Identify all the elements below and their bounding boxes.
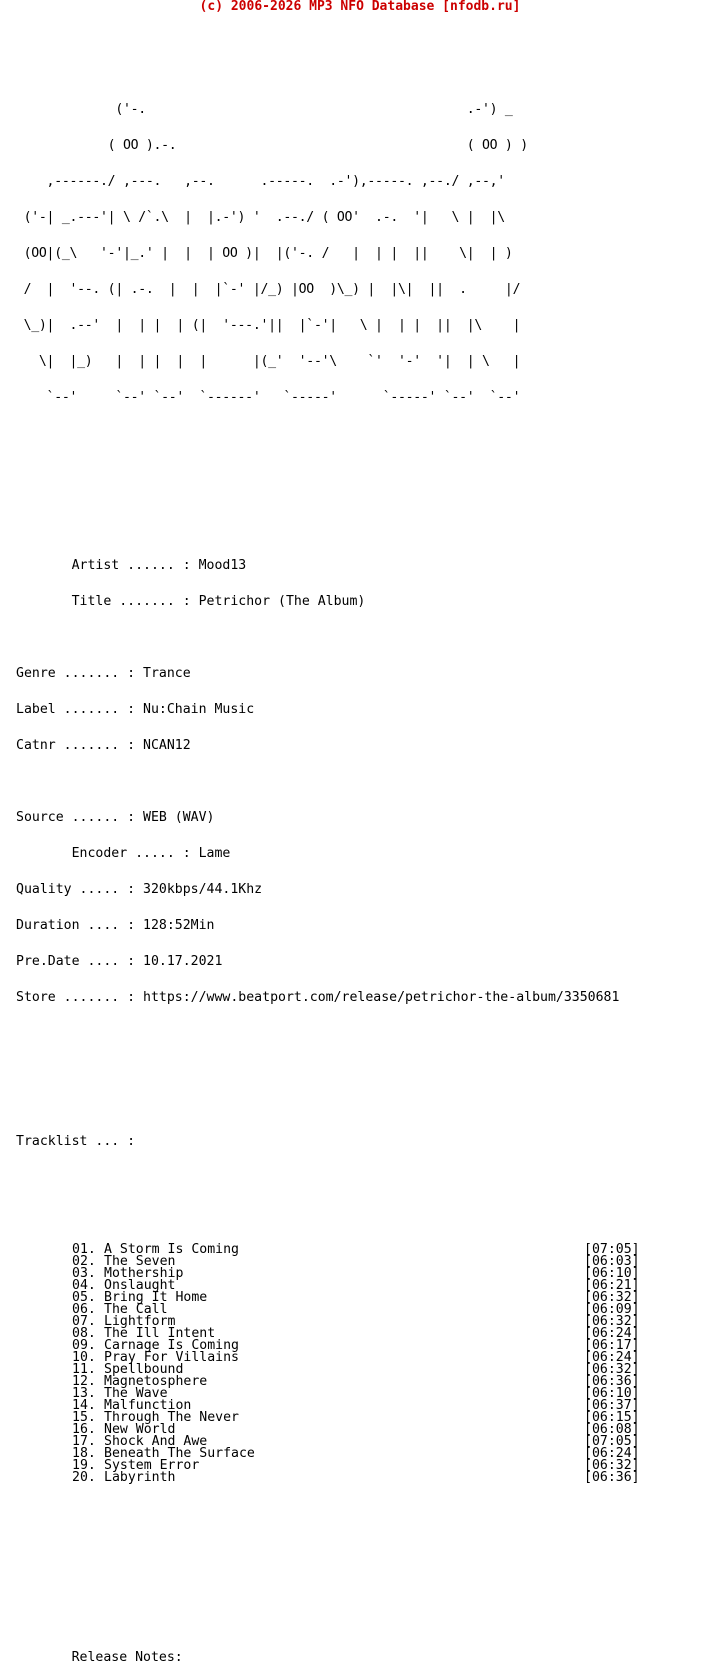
- track-row: [16, 1460, 640, 1472]
- blank-line: [16, 1064, 640, 1076]
- store-line: Store ....... : https://www.beatport.com/release/petrichor-the-album/3350681: [16, 990, 620, 1005]
- track-title: Shock And Awe: [104, 1434, 208, 1449]
- track-length: [06:21]: [584, 1278, 640, 1293]
- nfo-text-block: [16, 20, 640, 1676]
- track-title: A Storm Is Coming: [104, 1242, 239, 1257]
- track-title: Magnetosphere: [104, 1374, 208, 1389]
- blank-line: [16, 632, 640, 644]
- track-number: 05.: [72, 1290, 96, 1305]
- label-line: Label ....... : Nu:Chain Music: [16, 702, 255, 717]
- source-line: Source ...... : WEB (WAV): [16, 810, 215, 825]
- track-number: 14.: [72, 1398, 96, 1413]
- track-row: [16, 1280, 640, 1292]
- track-length: [06:32]: [584, 1458, 640, 1473]
- ascii-logo-line: ,------./ ,---. ,--. .-----. .-'),-----. ,--./ ,--,': [16, 174, 505, 189]
- track-title: Lightform: [104, 1314, 176, 1329]
- track-number: 03.: [72, 1266, 96, 1281]
- genre-line: Genre ....... : Trance: [16, 666, 191, 681]
- track-title: Labyrinth: [104, 1470, 176, 1485]
- track-title: The Seven: [104, 1254, 176, 1269]
- track-number: 12.: [72, 1374, 96, 1389]
- track-number: 02.: [72, 1254, 96, 1269]
- track-row: [16, 1364, 640, 1376]
- track-length: [06:24]: [584, 1446, 640, 1461]
- track-row: [16, 1256, 640, 1268]
- track-row: [16, 1328, 640, 1340]
- track-length: [07:05]: [584, 1242, 640, 1257]
- track-number: 15.: [72, 1410, 96, 1425]
- track-title: Mothership: [104, 1266, 184, 1281]
- track-title: Through The Never: [104, 1410, 239, 1425]
- track-row: [16, 1340, 640, 1352]
- track-length: [06:10]: [584, 1386, 640, 1401]
- track-number: 11.: [72, 1362, 96, 1377]
- track-length: [07:05]: [584, 1434, 640, 1449]
- track-length: [06:15]: [584, 1410, 640, 1425]
- ascii-logo-line: \| |_) | | | | | |(_' '--'\ `' '-' '| | \ |: [16, 354, 521, 369]
- track-title: Spellbound: [104, 1362, 184, 1377]
- track-length: [06:08]: [584, 1422, 640, 1437]
- catnr-line: Catnr ....... : NCAN12: [16, 738, 191, 753]
- ascii-logo-line: `--' `--' `--' `------' `-----' `-----' `--' `--': [16, 390, 521, 405]
- blank-line: [16, 1100, 640, 1112]
- track-row: [16, 1472, 640, 1484]
- track-number: 01.: [72, 1242, 96, 1257]
- track-length: [06:24]: [584, 1350, 640, 1365]
- blank-line: [16, 524, 640, 536]
- blank-line: [16, 776, 640, 788]
- blank-line: [16, 44, 640, 56]
- track-number: 07.: [72, 1314, 96, 1329]
- track-title: Bring It Home: [104, 1290, 208, 1305]
- track-row: [16, 1304, 640, 1316]
- quality-line: Quality ..... : 320kbps/44.1Khz: [16, 882, 263, 897]
- track-length: [06:37]: [584, 1398, 640, 1413]
- track-row: [16, 1436, 640, 1448]
- blank-line: [16, 1028, 640, 1040]
- tracklist: [16, 1244, 640, 1484]
- track-row: [16, 1424, 640, 1436]
- blank-line: [16, 1508, 640, 1520]
- track-number: 17.: [72, 1434, 96, 1449]
- track-title: Malfunction: [104, 1398, 192, 1413]
- track-length: [06:10]: [584, 1266, 640, 1281]
- track-row: [16, 1244, 640, 1256]
- track-number: 18.: [72, 1446, 96, 1461]
- blank-line: [16, 1208, 640, 1220]
- ascii-logo-line: (OO|(_\ '-'|_.' | | | OO )| |('-. / | | | || \| | ): [16, 246, 513, 261]
- track-number: 09.: [72, 1338, 96, 1353]
- ascii-logo-line: \_)| .--' | | | | (| '---.'|| |`-'| \ | | | || |\ |: [16, 318, 521, 333]
- track-length: [06:32]: [584, 1362, 640, 1377]
- track-number: 04.: [72, 1278, 96, 1293]
- artist-line: Artist ...... : Mood13: [16, 558, 247, 573]
- track-length: [06:36]: [584, 1470, 640, 1485]
- track-length: [06:17]: [584, 1338, 640, 1353]
- track-number: 06.: [72, 1302, 96, 1317]
- track-row: [16, 1292, 640, 1304]
- track-number: 13.: [72, 1386, 96, 1401]
- title-line: Title ....... : Petrichor (The Album): [16, 594, 366, 609]
- track-number: 16.: [72, 1422, 96, 1437]
- track-row: [16, 1268, 640, 1280]
- predate-line: Pre.Date .... : 10.17.2021: [16, 954, 223, 969]
- track-title: Carnage Is Coming: [104, 1338, 239, 1353]
- encoder-line: Encoder ..... : Lame: [16, 846, 231, 861]
- track-row: [16, 1412, 640, 1424]
- track-row: [16, 1400, 640, 1412]
- blank-line: [16, 1172, 640, 1184]
- track-title: The Call: [104, 1302, 168, 1317]
- track-title: New World: [104, 1422, 176, 1437]
- track-length: [06:32]: [584, 1290, 640, 1305]
- track-row: [16, 1376, 640, 1388]
- track-number: 20.: [72, 1470, 96, 1485]
- track-length: [06:09]: [584, 1302, 640, 1317]
- track-row: [16, 1388, 640, 1400]
- ascii-logo-line: ('-| _.---'| \ /`.\ | |.-') ' .--./ ( OO' .-. '| \ | |\: [16, 210, 505, 225]
- track-length: [06:24]: [584, 1326, 640, 1341]
- track-number: 10.: [72, 1350, 96, 1365]
- release-notes-line: Release Notes:: [16, 1650, 183, 1665]
- blank-line: [16, 452, 640, 464]
- track-title: Onslaught: [104, 1278, 176, 1293]
- tracklist-heading: Tracklist ... :: [16, 1134, 136, 1149]
- track-row: [16, 1352, 640, 1364]
- ascii-logo: [16, 80, 640, 428]
- track-title: The Wave: [104, 1386, 168, 1401]
- ascii-logo-line: ('-. .-') _: [16, 102, 513, 117]
- track-length: [06:36]: [584, 1374, 640, 1389]
- track-row: [16, 1448, 640, 1460]
- blank-line: [16, 1616, 640, 1628]
- track-title: Beneath The Surface: [104, 1446, 255, 1461]
- site-banner: (c) 2006-2026 MP3 NFO Database [nfodb.ru]: [199, 0, 521, 14]
- track-row: [16, 1316, 640, 1328]
- track-title: The Ill Intent: [104, 1326, 216, 1341]
- blank-line: [16, 1580, 640, 1592]
- ascii-logo-line: ( OO ).-. ( OO ) ): [16, 138, 528, 153]
- track-title: Pray For Villains: [104, 1350, 239, 1365]
- track-title: System Error: [104, 1458, 200, 1473]
- track-length: [06:32]: [584, 1314, 640, 1329]
- track-number: 19.: [72, 1458, 96, 1473]
- duration-line: Duration .... : 128:52Min: [16, 918, 215, 933]
- track-number: 08.: [72, 1326, 96, 1341]
- blank-line: [16, 1544, 640, 1556]
- blank-line: [16, 488, 640, 500]
- track-length: [06:03]: [584, 1254, 640, 1269]
- ascii-logo-line: / | '--. (| .-. | | |`-' |/_) |OO )\_) | |\| || . |/: [16, 282, 521, 297]
